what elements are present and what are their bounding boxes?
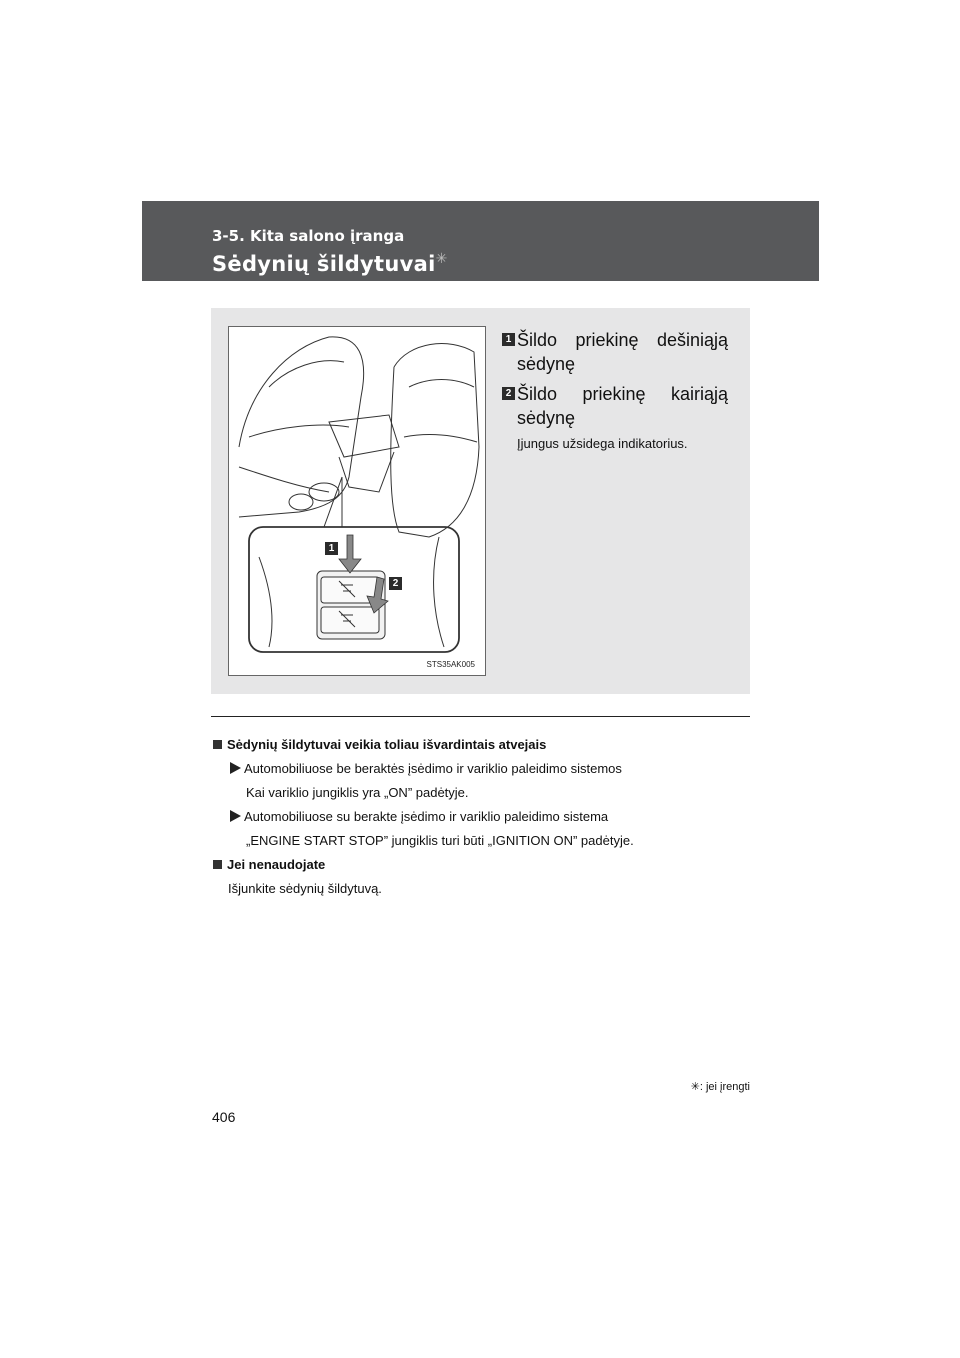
- note-bullet: [213, 809, 750, 824]
- legend-number: 2: [502, 387, 515, 400]
- note-bullet-text: Automobiliuose be beraktės įsėdimo ir variklio paleidimo sistemos: [244, 761, 622, 776]
- seat-heater-illustration: [228, 326, 486, 676]
- legend-text-cont: sėdynę: [517, 408, 576, 428]
- car-interior-drawing: [229, 327, 486, 676]
- note-heading-text: Jei nenaudojate: [227, 857, 326, 872]
- footnote: [691, 1080, 750, 1093]
- note-heading-text: Sėdynių šildytuvai veikia toliau išvardintais atvejais: [227, 737, 547, 752]
- legend-number: 1: [502, 333, 515, 346]
- legend-item: [502, 382, 728, 430]
- section-label: 3-5. Kita salono įranga: [212, 227, 405, 245]
- note-subtext: Kai variklio jungiklis yra „ON” padėtyje.: [246, 785, 469, 800]
- note-text: Išjunkite sėdynių šildytuvą.: [228, 881, 382, 896]
- legend-item: [502, 328, 728, 376]
- triangle-bullet-icon: [230, 762, 241, 774]
- triangle-bullet-icon: [230, 810, 241, 822]
- illustration-panel: [211, 308, 750, 694]
- square-bullet-icon: [213, 740, 222, 749]
- callout-badge-2: 2: [389, 577, 402, 590]
- legend-text: Šildo priekinę dešiniąją: [517, 330, 728, 350]
- legend: [502, 328, 728, 451]
- section-header: [142, 201, 819, 281]
- square-bullet-icon: [213, 860, 222, 869]
- footnote-text: : jei įrengti: [699, 1081, 750, 1093]
- page-title: [212, 251, 448, 276]
- legend-text-cont: sėdynę: [517, 354, 576, 374]
- note-bullet-text: Automobiliuose su berakte įsėdimo ir variklio paleidimo sistema: [244, 809, 609, 824]
- notes-section: [213, 737, 750, 905]
- legend-text: Šildo priekinę kairiąją: [517, 384, 728, 404]
- title-footnote-mark: ✳: [435, 251, 448, 267]
- footnote-mark: ✳: [690, 1081, 700, 1093]
- callout-badge-1: 1: [325, 542, 338, 555]
- divider: [211, 716, 750, 717]
- note-bullet: [213, 761, 750, 776]
- page-title-text: Sėdynių šildytuvai: [212, 252, 436, 276]
- note-subtext: „ENGINE START STOP” jungiklis turi būti „IGNITION ON” padėtyje.: [246, 833, 634, 848]
- note-heading: [213, 857, 750, 872]
- note-heading: [213, 737, 750, 752]
- figure-code: STS35AK005: [426, 660, 475, 669]
- indicator-note: Įjungus užsidega indikatorius.: [517, 436, 688, 451]
- page-number: 406: [212, 1109, 236, 1125]
